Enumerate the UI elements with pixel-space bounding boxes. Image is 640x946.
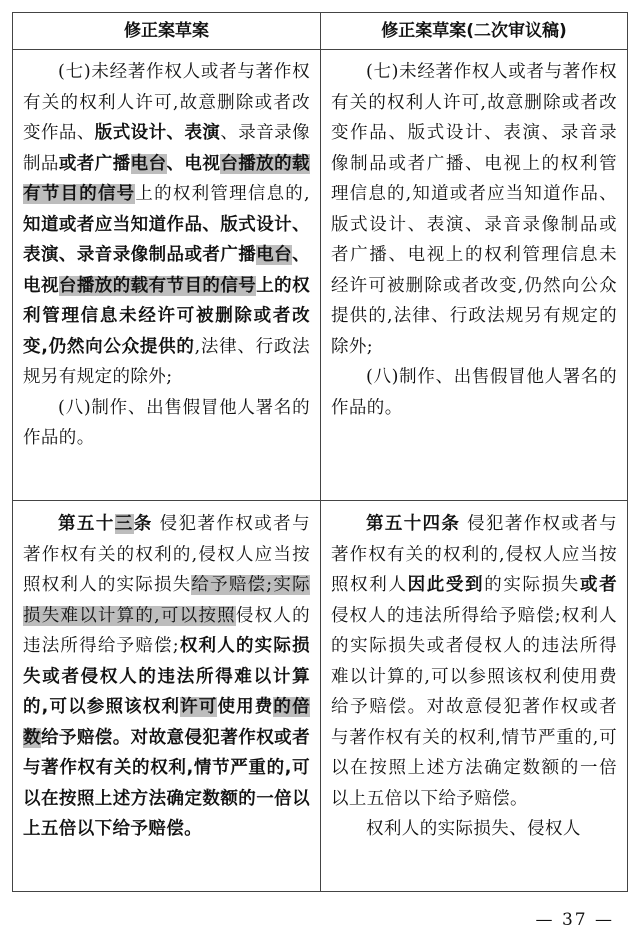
text-run: 、录音录像制品 — [23, 123, 310, 174]
page-number: — 37 — — [535, 910, 614, 930]
text-run: 侵权人的违法所得给予赔偿; — [23, 605, 310, 656]
bold-text: 、电视 — [166, 153, 221, 174]
header-divider — [13, 49, 627, 50]
bold-text: 使用费 — [217, 697, 274, 717]
bold-text: 、电视 — [23, 245, 310, 296]
bold-text: 上的权利管理信息未经许可被删除或者改变,仍然向公众提供的 — [23, 275, 310, 357]
bold-text: 条 — [133, 514, 153, 534]
row1-left-para — [23, 57, 310, 393]
highlighted-text: 台播放的载有节目的信号 — [58, 275, 257, 296]
highlighted-text: 许可 — [180, 697, 218, 717]
text-run: ,法律、行政法规另有规定的除外; — [23, 336, 310, 387]
row2-right-para — [331, 509, 617, 814]
highlighted-text: 台播放的载有节目的信号 — [23, 153, 310, 204]
text-run: 的实际损失 — [484, 575, 580, 595]
bold-text: 第五十 — [58, 514, 115, 534]
bold-text: 知道或者应当知道作品、版式设计、表演、录音录像制品或者广播 — [23, 214, 310, 265]
bold-text: 或者 — [579, 575, 617, 595]
bold-text: 第五十四条 — [366, 514, 461, 534]
row1-right-para2: (八)制作、出售假冒他人署名的作品的。 — [331, 367, 617, 418]
row-divider — [13, 500, 627, 501]
row2-left-cell — [13, 509, 320, 845]
text-run: (七)未经著作权人或者与著作权有关的权利人许可,故意删除或者改变作品、 — [23, 62, 310, 143]
header-right: 修正案草案(二次审议稿) — [381, 21, 567, 41]
bold-text: 或者广播 — [58, 153, 131, 174]
bold-text: 给予赔偿。对故意侵犯著作权或者与著作权有关的权利,情节严重的,可以在按照上述方法确定数额的一倍以上五倍以下给予赔偿。 — [23, 727, 311, 839]
row1-right-para: (七)未经著作权人或者与著作权有关的权利人许可,故意删除或者改变作品、版式设计、表演、录音录像制品或者广播、电视上的权利管理信息的,知道或者应当知道作品、版式设计、表演、录音录像制品或者广播、电视上的权利管理信息未经许可被删除或者改变,仍然向公众提供的,法律、行政法规另有规定的除外; — [331, 62, 617, 357]
header-left: 修正案草案 — [124, 21, 209, 41]
text-run: 侵犯著作权或者与著作权有关的权利的,侵权人应当按照权利人的实际损失 — [23, 514, 311, 595]
bold-text: 因此受到 — [407, 575, 485, 595]
highlighted-text: 的倍数 — [23, 697, 310, 748]
row1-right-cell — [321, 57, 627, 423]
text-run: 上的权利管理信息的, — [135, 184, 311, 204]
row1-left-para2: (八)制作、出售假冒他人署名的作品的。 — [23, 397, 310, 448]
text-run: 侵犯著作权或者与著作权有关的权利的,侵权人应当按照权利人 — [331, 514, 617, 595]
highlighted-text: 电台 — [130, 153, 167, 174]
row1-left-cell — [13, 57, 320, 454]
row2-right-para2: 权利人的实际损失、侵权人 — [366, 819, 581, 839]
highlighted-text: 电台 — [256, 245, 293, 265]
row2-right-cell — [321, 509, 627, 845]
comparison-table — [12, 12, 628, 892]
highlighted-text: 三 — [114, 514, 134, 534]
highlighted-text: 给予赔偿;实际损失难以计算的,可以按照 — [23, 575, 310, 626]
row2-left-para — [23, 509, 310, 845]
text-run: 侵权人的违法所得给予赔偿;权利人的实际损失或者侵权人的违法所得难以计算的,可以参照该权利使用费给予赔偿。对故意侵犯著作权或者与著作权有关的权利,情节严重的,可以在按照上述方法确定数额的一倍以上五倍以下给予赔偿。 — [331, 605, 617, 809]
bold-text: 权利人的实际损失或者侵权人的违法所得难以计算的,可以参照该权利 — [23, 636, 310, 717]
bold-text: 版式设计、表演 — [94, 123, 221, 143]
